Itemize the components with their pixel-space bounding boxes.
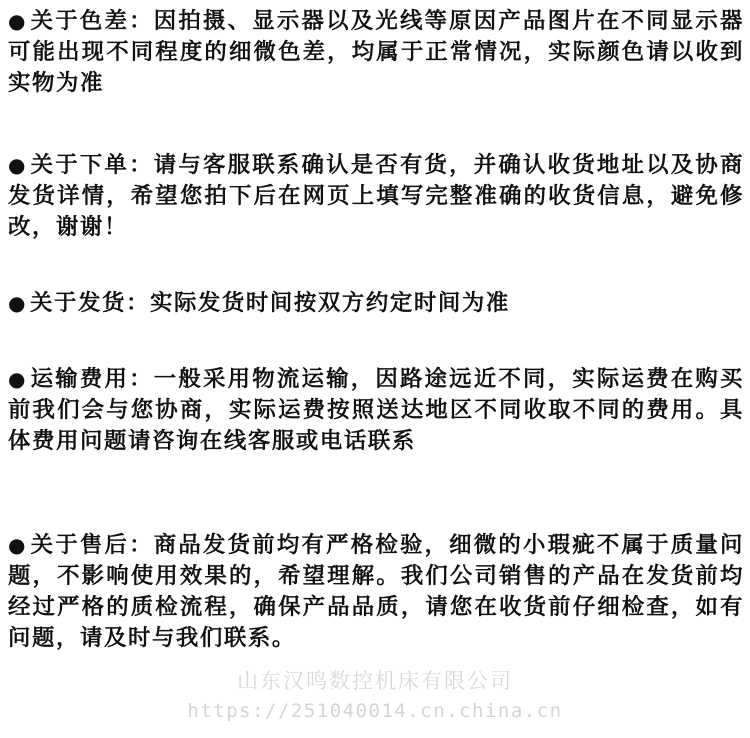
bullet-dot: ● (8, 533, 26, 557)
notice-color-difference (8, 6, 744, 99)
notice-heading: 关于色差： (30, 8, 154, 34)
notice-heading: 关于下单： (30, 152, 154, 178)
notice-body: 实际发货时间按双方约定时间为准 (149, 290, 510, 316)
notice-freight (8, 364, 744, 457)
notice-shipping (8, 288, 744, 319)
bullet-dot: ● (8, 367, 26, 391)
notice-heading: 运输费用： (30, 366, 154, 392)
watermark-url: https://251040014.cn.china.cn (187, 700, 563, 722)
watermark-company: 山东汉鸣数控机床有限公司 (237, 669, 513, 693)
notice-body: 因拍摄、显示器以及光线等原因产品图片在不同显示器可能出现不同程度的细微色差，均属于正常情况，实际颜色请以收到实物为准 (8, 8, 744, 96)
bullet-dot: ● (8, 291, 26, 315)
bullet-dot: ● (8, 153, 26, 177)
notice-body: 一般采用物流运输，因路途远近不同，实际运费在购买前我们会与您协商，实际运费按照送达地区不同收取不同的费用。具体费用问题请咨询在线客服或电话联系 (8, 366, 744, 454)
notice-after-sales (8, 530, 744, 654)
bullet-dot: ● (8, 9, 26, 33)
notice-heading: 关于发货： (30, 290, 150, 316)
notice-heading: 关于售后： (30, 532, 154, 558)
notice-ordering (8, 150, 744, 243)
notice-body: 请与客服联系确认是否有货，并确认收货地址以及协商发货详情，希望您拍下后在网页上填写完整准确的收货信息，避免修改，谢谢！ (8, 152, 744, 240)
notice-body: 商品发货前均有严格检验，细微的小瑕疵不属于质量问题，不影响使用效果的，希望理解。我们公司销售的产品在发货前均经过严格的质检流程，确保产品品质，请您在收货前仔细检查，如有问题，请及时与我们联系。 (8, 532, 744, 651)
